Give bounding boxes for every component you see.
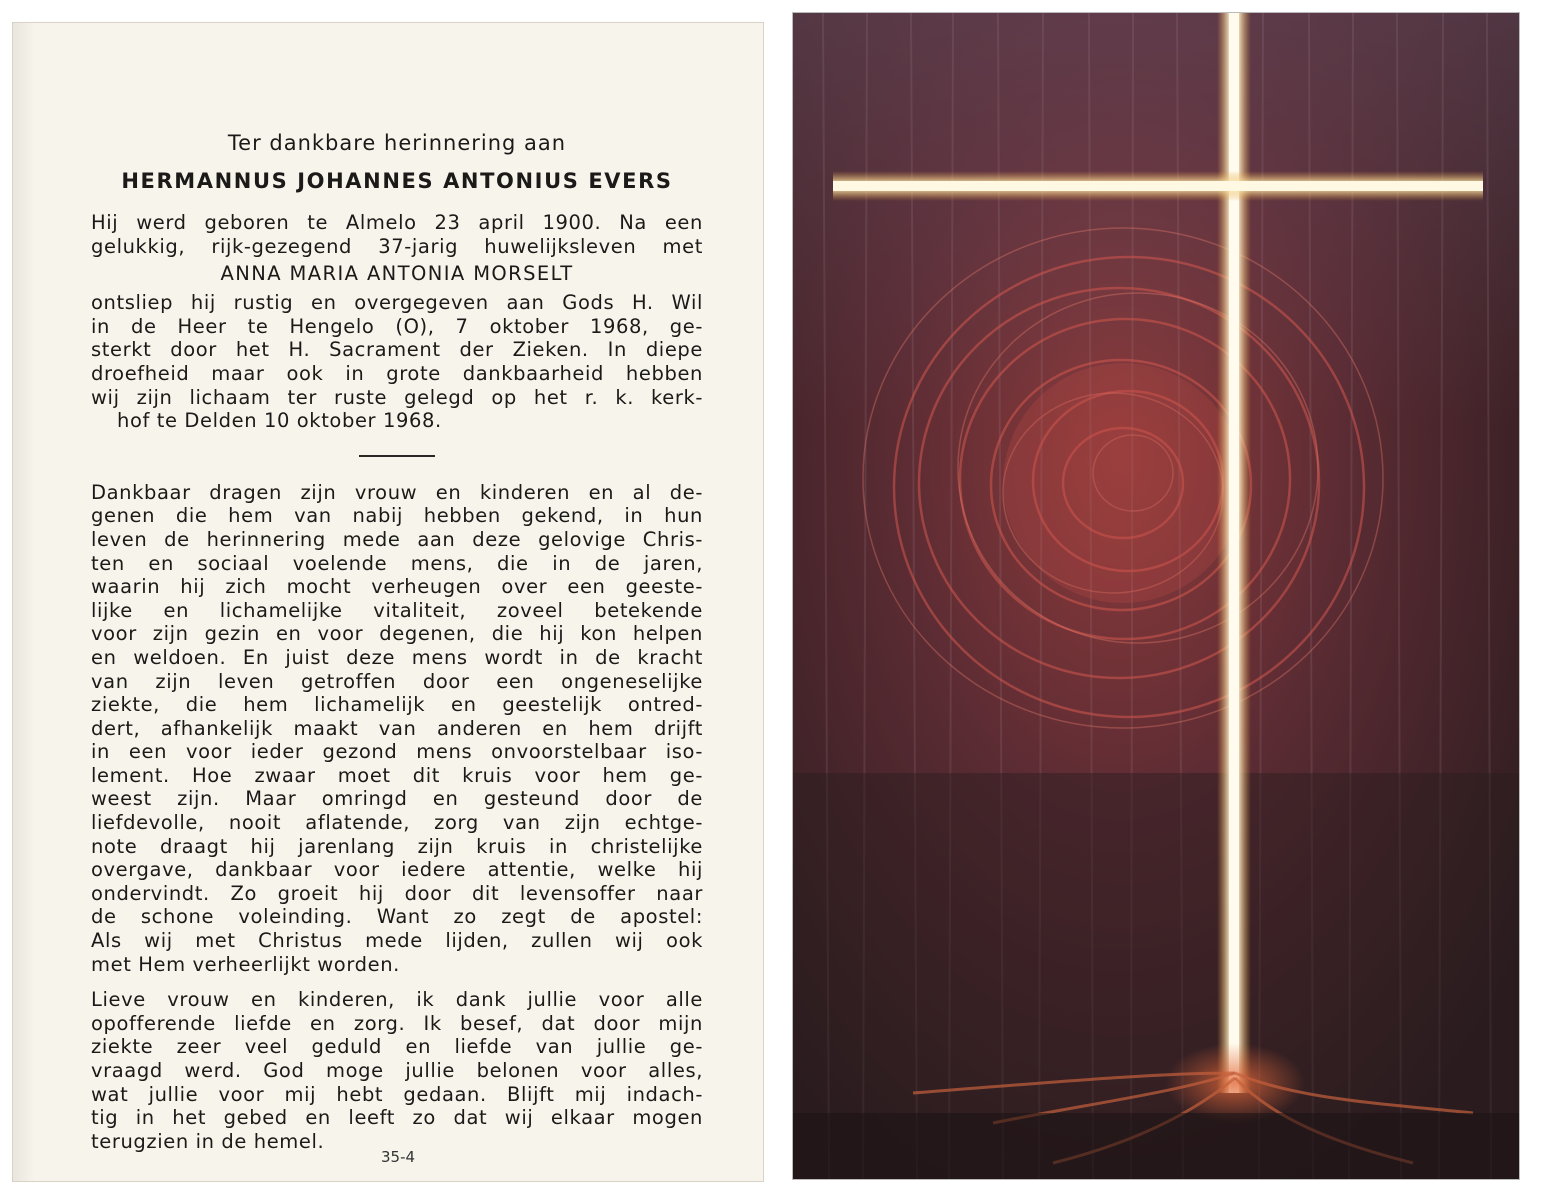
text-line: ziekte, die hem lichamelijk en geestelijk ontred-	[91, 693, 703, 717]
memorial-card-image-side	[792, 12, 1520, 1180]
text-line: lement. Hoe zwaar moet dit kruis voor hem ge-	[91, 763, 703, 787]
text-line: leven de herinnering mede aan deze gelovige Chris-	[91, 527, 703, 551]
text-line: ontsliep hij rustig en overgegeven aan Gods H. Wil	[91, 291, 703, 315]
text-line: Hij werd geboren te Almelo 23 april 1900. Na een	[91, 211, 703, 234]
paragraph-birth	[91, 211, 703, 258]
spouse-name: ANNA MARIA ANTONIA MORSELT	[220, 262, 574, 286]
text-line: sterkt door het H. Sacrament der Zieken. In diepe	[91, 338, 703, 362]
text-line: in de Heer te Hengelo (O), 7 oktober 1968, ge-	[91, 314, 703, 338]
text-line: van zijn leven getroffen door een ongeneselijke	[91, 669, 703, 693]
text-line: note draagt hij jarenlang zijn kruis in christelijke	[91, 834, 703, 858]
paragraph-remembrance	[91, 481, 703, 976]
text-line: de schone voleinding. Want zo zegt de apostel:	[91, 905, 703, 929]
text-line: ten en sociaal voelende mens, die in de jaren,	[91, 551, 703, 575]
text-line: opofferende liefde en zorg. Ik besef, dat door mijn	[91, 1011, 703, 1035]
card-edge-stain	[13, 23, 35, 1181]
memorial-card-text-side	[12, 22, 764, 1182]
divider	[359, 455, 435, 457]
text-line: Lieve vrouw en kinderen, ik dank jullie voor alle	[91, 988, 703, 1012]
text-line: dert, afhankelijk maakt van anderen en hem drijft	[91, 716, 703, 740]
text-line: genen die hem van nabij hebben gekend, in hun	[91, 504, 703, 528]
text-line: wij zijn lichaam ter ruste gelegd op het r. k. kerk-	[91, 385, 703, 409]
text-line: ondervindt. Zo groeit hij door dit levensoffer naar	[91, 881, 703, 905]
deceased-name: HERMANNUS JOHANNES ANTONIUS EVERS	[121, 169, 673, 193]
text-line: in een voor ieder gezond mens onvoorstelbaar iso-	[91, 740, 703, 764]
paragraph-gap	[91, 976, 703, 988]
intro-line: Ter dankbare herinnering aan	[227, 131, 567, 155]
text-line-last: hof te Delden 10 oktober 1968.	[117, 409, 442, 433]
text-line: tig in het gebed en leeft zo dat wij elkaar mogen	[91, 1106, 703, 1130]
print-code: 35-4	[381, 1148, 416, 1166]
text-line: voor zijn gezin en voor degenen, die hij kon helpen	[91, 622, 703, 646]
text-line: wat jullie voor mij hebt gedaan. Blijft mij indach-	[91, 1082, 703, 1106]
text-line: weest zijn. Maar omringd en gesteund door de	[91, 787, 703, 811]
text-line: droefheid maar ook in grote dankbaarheid hebben	[91, 361, 703, 385]
text-line: ziekte zeer veel geduld en liefde van jullie ge-	[91, 1035, 703, 1059]
text-line: gelukkig, rijk-gezegend 37-jarig huwelijksleven met	[91, 234, 703, 258]
text-line: Als wij met Christus mede lijden, zullen wij ook	[91, 929, 703, 953]
text-line-last: met Hem verheerlijkt worden.	[91, 952, 400, 976]
text-line: liefdevolle, nooit aflatende, zorg van zijn echtge-	[91, 811, 703, 835]
text-line: Dankbaar dragen zijn vrouw en kinderen en al de-	[91, 480, 703, 504]
paragraph-farewell	[91, 988, 703, 1153]
text-line-last: terugzien in de hemel.	[91, 1129, 325, 1153]
text-line: overgave, dankbaar voor iedere attentie, welke hij	[91, 858, 703, 882]
paragraph-death	[91, 291, 703, 433]
card-content	[91, 131, 703, 1153]
text-line: lijke en lichamelijke vitaliteit, zoveel betekende	[91, 598, 703, 622]
text-line: vraagd werd. God moge jullie belonen voor alles,	[91, 1059, 703, 1082]
cross-painting	[793, 13, 1520, 1180]
text-line: waarin hij zich mocht verheugen over een geeste-	[91, 575, 703, 599]
text-line: en weldoen. En juist deze mens wordt in de kracht	[91, 645, 703, 669]
